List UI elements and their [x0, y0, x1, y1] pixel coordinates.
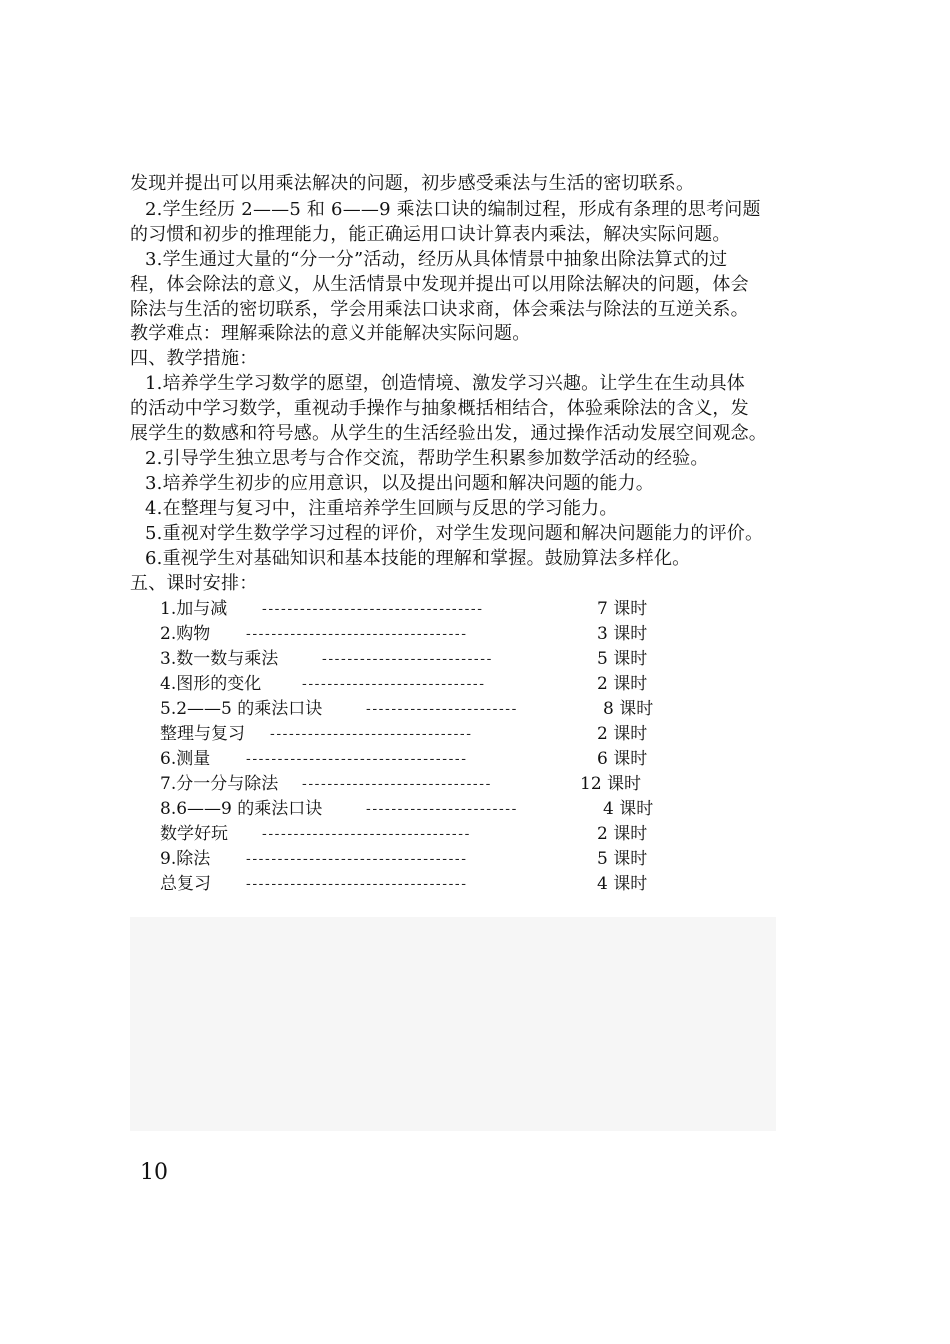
- body-line: 的习惯和初步的推理能力，能正确运用口诀计算表内乘法，解决实际问题。: [130, 224, 731, 245]
- schedule-item-name: 总复习: [160, 874, 211, 894]
- body-line: 展学生的数感和符号感。从学生的生活经验出发，通过操作活动发展空间观念。: [130, 423, 767, 444]
- schedule-hours: 6 课时: [597, 749, 648, 769]
- body-line: 5.重视对学生数学学习过程的评价，对学生发现问题和解决问题能力的评价。: [145, 523, 764, 544]
- schedule-hours: 3 课时: [597, 624, 648, 644]
- schedule-dashes: ---------------------------------: [262, 826, 471, 842]
- schedule-item-name: 4.图形的变化: [160, 674, 262, 694]
- schedule-hours: 4 课时: [603, 799, 654, 819]
- schedule-item-name: 3.数一数与乘法: [160, 649, 279, 669]
- schedule-dashes: -----------------------------: [302, 676, 486, 692]
- schedule-dashes: ------------------------: [366, 801, 518, 817]
- schedule-item-name: 数学好玩: [160, 824, 228, 844]
- schedule-dashes: -----------------------------------: [246, 851, 468, 867]
- section-heading: 五、课时安排：: [130, 573, 258, 594]
- body-line: 程，体会除法的意义，从生活情景中发现并提出可以用除法解决的问题，体会: [130, 274, 749, 295]
- schedule-hours: 2 课时: [597, 824, 648, 844]
- schedule-dashes: --------------------------------: [270, 726, 473, 742]
- blank-gray-panel: [130, 917, 776, 1131]
- body-line: 教学难点：理解乘除法的意义并能解决实际问题。: [130, 323, 531, 344]
- body-line: 发现并提出可以用乘法解决的问题，初步感受乘法与生活的密切联系。: [130, 173, 695, 194]
- body-line: 1.培养学生学习数学的愿望，创造情境、激发学习兴趣。让学生在生动具体: [145, 373, 745, 394]
- body-line: 3.培养学生初步的应用意识，以及提出问题和解决问题的能力。: [145, 473, 654, 494]
- section-heading: 四、教学措施：: [130, 348, 258, 369]
- schedule-item-name: 5.2——5 的乘法口诀: [160, 699, 323, 719]
- page-number: 10: [140, 1160, 168, 1185]
- schedule-dashes: ---------------------------: [322, 651, 493, 667]
- schedule-dashes: ------------------------: [366, 701, 518, 717]
- schedule-item-name: 6.测量: [160, 749, 211, 769]
- body-line: 2.引导学生独立思考与合作交流，帮助学生积累参加数学活动的经验。: [145, 448, 709, 469]
- schedule-item-name: 1.加与减: [160, 599, 228, 619]
- schedule-item-name: 9.除法: [160, 849, 211, 869]
- body-line: 的活动中学习数学，重视动手操作与抽象概括相结合，体验乘除法的含义，发: [130, 398, 749, 419]
- schedule-item-name: 8.6——9 的乘法口诀: [160, 799, 323, 819]
- schedule-hours: 5 课时: [597, 649, 648, 669]
- body-line: 6.重视学生对基础知识和基本技能的理解和掌握。鼓励算法多样化。: [145, 548, 691, 569]
- body-line: 4.在整理与复习中，注重培养学生回顾与反思的学习能力。: [145, 498, 618, 519]
- schedule-hours: 2 课时: [597, 724, 648, 744]
- schedule-hours: 8 课时: [603, 699, 654, 719]
- schedule-item-name: 2.购物: [160, 624, 211, 644]
- schedule-dashes: -----------------------------------: [246, 751, 468, 767]
- schedule-dashes: -----------------------------------: [262, 601, 484, 617]
- schedule-hours: 2 课时: [597, 674, 648, 694]
- body-line: 除法与生活的密切联系，学会用乘法口诀求商，体会乘法与除法的互逆关系。: [130, 299, 749, 320]
- schedule-dashes: -----------------------------------: [246, 876, 468, 892]
- schedule-hours: 4 课时: [597, 874, 648, 894]
- schedule-dashes: -----------------------------------: [246, 626, 468, 642]
- schedule-dashes: ------------------------------: [302, 776, 492, 792]
- schedule-item-name: 整理与复习: [160, 724, 245, 744]
- schedule-hours: 7 课时: [597, 599, 648, 619]
- body-line: 2.学生经历 2——5 和 6——9 乘法口诀的编制过程，形成有条理的思考问题: [145, 199, 761, 220]
- body-line: 3.学生通过大量的“分一分”活动，经历从具体情景中抽象出除法算式的过: [145, 249, 728, 270]
- schedule-hours: 12 课时: [580, 774, 642, 794]
- schedule-hours: 5 课时: [597, 849, 648, 869]
- schedule-item-name: 7.分一分与除法: [160, 774, 279, 794]
